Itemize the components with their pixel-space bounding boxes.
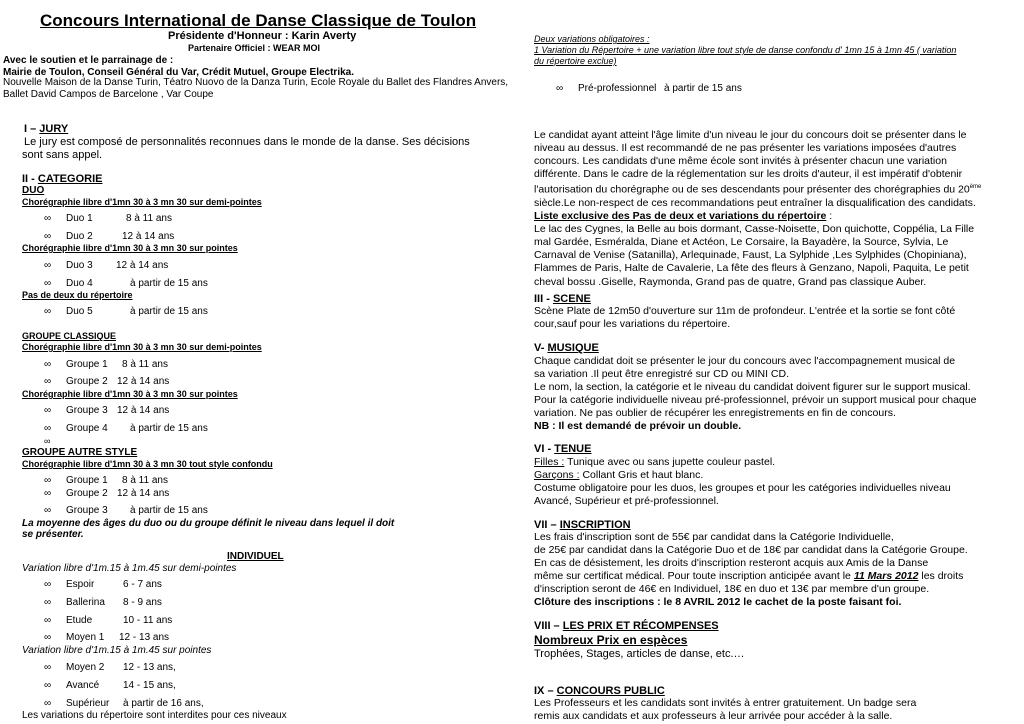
infinity-icon: ∞ [44,306,52,317]
prix-heading: VIII – LES PRIX ET RÉCOMPENSES [534,620,719,632]
list-item: ∞ Groupe 1 8 à 11 ans [44,359,168,370]
infinity-icon: ∞ [44,698,52,709]
candidat-paragraph: Le candidat ayant atteint l'âge limite d'un niveau le jour du concours doit se présenter dans le niveau au dessus. Il est recommandé de ne pas présenter les variations imposées d'autres concours. Les candidats d'une même école sont invités à présenter chacun une variation différente. Dans le cadre de la réglementation sur les droits d'auteur, il est impératif d'obtenir l'autorisation du chorégraphe ou de ses descendants pour présenter des chorégraphies du 20ème siècle.Le non-respect de ces recommandations peut entraîner la disqualification des candidats. Liste exclusive des Pas de deux et variations du répertoire : Le lac des Cygnes, la Belle au bois dormant, Casse-Noisette, Don quichotte, Coppélia, La Fille mal Gardée, Esméralda, Diane et Actéon, Le Corsaire, la Bayadère, la Source, Sylvia, Le Carnaval de Venise (Satanilla), Arlequinade, Faust, La Sylphide ,Les Sylphides (Chopiniana), Flammes de Paris, Halte de Cavalerie, La fête des fleurs à Genzano, Napoli, Paquita, Le petit cheval bossu .Giselle, Raymonda, Grand pas de quatre, Grand pas classique Auber. [534,129,982,288]
presidente-line: Présidente d'Honneur : Karin Averty [168,30,357,42]
document-title: Concours International de Danse Classique de Toulon [40,11,477,30]
list-item: ∞ Avancé 14 - 15 ans, [44,680,176,691]
infinity-icon: ∞ [44,278,52,289]
moyenne-note-2: se présenter. [22,529,84,540]
list-item: ∞ Groupe 1 8 à 11 ans [44,475,168,486]
public-heading: IX – CONCOURS PUBLIC [534,685,665,697]
list-item: ∞ Duo 4 à partir de 15 ans [44,278,208,289]
deux-variations-label: Deux variations obligatoires : [534,34,650,44]
schools-line-1: Nouvelle Maison de la Danse Turin, Téatro Nuovo de la Danza Turin, Ecole Royale du Ballet des Flandres Anvers, [3,77,509,88]
cloture-line: Clôture des inscriptions : le 8 AVRIL 2012 le cachet de la poste faisant foi. [534,596,902,609]
soutien-label: Avec le soutien et le parrainage de : [3,55,174,66]
duo-pointes: Chorégraphie libre d'1mn 30 à 3 mn 30 sur pointes [22,243,238,253]
infinity-icon: ∞ [44,213,52,224]
jury-text-1: Le jury est composé de personnalités reconnues dans le monde de la danse. Ses décisions [24,136,470,148]
inscription-paragraph: Les frais d'inscription sont de 55€ par candidat dans la Catégorie Individuelle, de 25€ par candidat dans la Catégorie Duo et de 18€ par candidat dans la Catégorie Groupe. En cas de désistement, les droits d'inscription resteront acquis aux Amis de la Danse même sur certificat médical. Pour toute inscription anticipée avant le 11 Mars 2012 les droits d'inscription seront de 46€ en Individuel, 18€ en duo et 13€ par membre d'un groupe. Clôture des inscriptions : le 8 AVRIL 2012 le cachet de la poste faisant foi. [534,531,1004,610]
prix-text: Trophées, Stages, articles de danse, etc.… [534,648,745,660]
pas-de-deux-label: Pas de deux du répertoire [22,290,133,300]
infinity-icon: ∞ [44,260,52,271]
infinity-icon: ∞ [44,632,52,643]
gc-pointes: Chorégraphie libre d'1mn 30 à 3 mn 30 sur pointes [22,389,238,399]
scene-heading: III - SCENE [534,293,591,305]
inscription-heading: VII – INSCRIPTION [534,519,631,531]
infinity-icon: ∞ [44,359,52,370]
list-item: ∞ Groupe 4 à partir de 15 ans [44,423,208,434]
footer-note: Les variations du répertoire sont interdites pour ces niveaux [22,710,287,721]
infinity-icon: ∞ [44,376,52,387]
infinity-icon: ∞ [44,615,52,626]
ga-chore: Chorégraphie libre d'1mn 30 à 3 mn 30 tout style confondu [22,459,273,469]
musique-paragraph: Chaque candidat doit se présenter le jour du concours avec l'accompagnement musical de sa variation .Il peut être enregistré sur CD ou MINI CD. Le nom, la section, la catégorie et le niveau du candidat doivent figurer sur le support musical. Pour la catégorie individuelle niveau pré-professionnel, prévoir un support musical pour chaque variation. Ne pas oublier de récupérer les enregistrements en fin de concours. NB : Il est demandé de prévoir un double. [534,355,1004,434]
variation-line-1: 1 Variation du Répertoire + une variation libre tout style de danse confondu d' 1mn 15 à 1mn 45 ( variation [534,45,957,55]
list-item: ∞ Pré-professionnel à partir de 15 ans [556,83,742,94]
sponsors-line: Mairie de Toulon, Conseil Général du Var, Crédit Mutuel, Groupe Electrika. [3,67,355,78]
public-paragraph: Les Professeurs et les candidats sont invités à entrer gratuitement. Un badge sera remis aux candidats et aux professeurs à leur arrivée pour accéder à la salle. [534,697,917,723]
list-item: ∞ Supérieur à partir de 16 ans, [44,698,204,709]
list-item: ∞ Moyen 2 12 - 13 ans, [44,662,176,673]
infinity-icon: ∞ [44,662,52,673]
infinity-icon: ∞ [44,597,52,608]
list-item: ∞ Groupe 2 12 à 14 ans [44,376,170,387]
list-item: ∞ Groupe 3 à partir de 15 ans [44,505,208,516]
duo-label: DUO [22,185,45,196]
ind-var-pointes: Variation libre d'1m.15 à 1m.45 sur pointes [22,645,212,656]
list-item: ∞ Duo 5 à partir de 15 ans [44,306,208,317]
list-item: ∞ Duo 2 12 à 14 ans [44,231,175,242]
schools-line-2: Ballet David Campos de Barcelone , Var Coupe [3,89,214,100]
infinity-icon: ∞ [44,680,52,691]
categorie-heading: II - CATEGORIE [22,173,103,185]
musique-nb: NB : Il est demandé de prévoir un double. [534,420,742,433]
variation-line-2: du répertoire exclue) [534,56,617,66]
gc-demi-pointes: Chorégraphie libre d'1mn 30 à 3 mn 30 sur demi-pointes [22,342,262,352]
partenaire-line: Partenaire Officiel : WEAR MOI [188,43,321,53]
prix-sub: Nombreux Prix en espèces [534,633,688,647]
liste-heading: Liste exclusive des Pas de deux et variations du répertoire [534,210,827,223]
infinity-icon: ∞ [44,505,52,516]
infinity-icon: ∞ [44,405,52,416]
list-item: ∞ Etude 10 - 11 ans [44,615,173,626]
list-item: ∞ Groupe 2 12 à 14 ans [44,488,170,499]
list-item: ∞ Duo 3 12 à 14 ans [44,260,169,271]
infinity-icon: ∞ [556,83,564,94]
scene-paragraph: Scène Plate de 12m50 d'ouverture sur 11m de profondeur. L'entrée et la sortie se font côté cour,sauf pour les variations du répertoire. [534,305,956,331]
ind-var-demi: Variation libre d'1m.15 à 1m.45 sur demi-pointes [22,563,237,574]
list-item: ∞ Duo 1 8 à 11 ans [44,213,172,224]
list-item: ∞ Groupe 3 12 à 14 ans [44,405,170,416]
groupe-classique-label: GROUPE CLASSIQUE [22,331,117,341]
individuel-heading: INDIVIDUEL [227,551,284,562]
infinity-icon: ∞ [44,488,52,499]
infinity-icon: ∞ [44,579,52,590]
duo-demi-pointes: Chorégraphie libre d'1mn 30 à 3 mn 30 sur demi-pointes [22,197,262,207]
jury-heading: I – JURY [24,123,69,135]
jury-text-2: sont sans appel. [22,149,103,161]
list-item: ∞ Espoir 6 - 7 ans [44,579,162,590]
groupe-autre-label: GROUPE AUTRE STYLE [22,447,138,458]
infinity-icon: ∞ [44,423,52,434]
moyenne-note-1: La moyenne des âges du duo ou du groupe définit le niveau dans lequel il doit [22,518,395,529]
list-item: ∞ Ballerina 8 - 9 ans [44,597,162,608]
list-item: ∞ Moyen 1 12 - 13 ans [44,632,170,643]
infinity-icon: ∞ [44,436,51,446]
tenue-heading: VI - TENUE [534,443,592,455]
infinity-icon: ∞ [44,231,52,242]
tenue-paragraph: Filles : Tunique avec ou sans jupette couleur pastel. Garçons : Collant Gris et haut blanc. Costume obligatoire pour les duos, les groupes et pour les catégories individuelles niveau Avancé, Supérieur et pré-professionnel. [534,456,951,508]
infinity-icon: ∞ [44,475,52,486]
musique-heading: V- MUSIQUE [534,342,599,354]
inscription-date: 11 Mars 2012 [853,570,919,583]
